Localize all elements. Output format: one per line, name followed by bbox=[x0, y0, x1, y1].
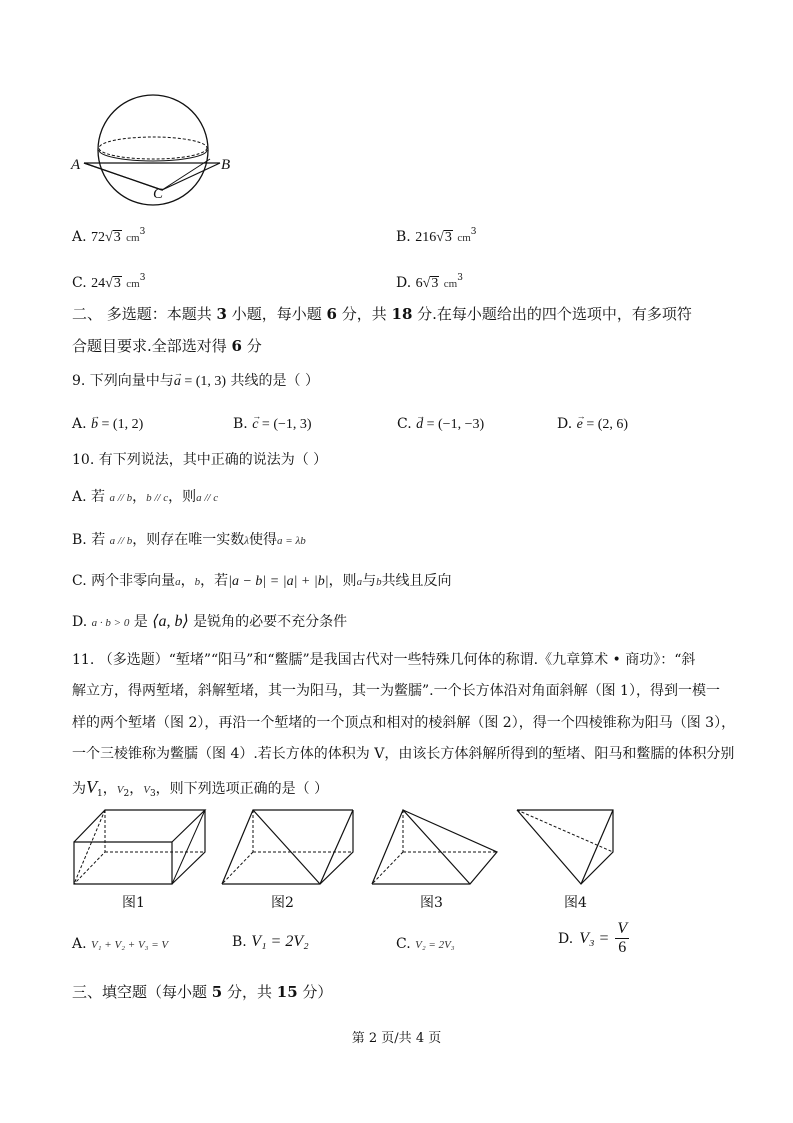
q11-line-3: 样的两个堑堵（图 2），再沿一个堑堵的一个顶点和相对的棱斜解（图 2），得一个四棱锥称为阳马（图 3）， bbox=[72, 715, 736, 731]
q8-option-b[interactable]: B. 216√3 $cm^3$ bbox=[396, 227, 477, 245]
q9-option-a[interactable]: A. → b = (1, 2) bbox=[72, 414, 143, 435]
q9-option-d[interactable]: D. → e = (2, 6) bbox=[557, 414, 628, 435]
q9-option-b[interactable]: B. → c = (−1, 3) bbox=[233, 414, 312, 435]
figure-3-caption: 图3 bbox=[420, 895, 443, 911]
q9-stem: 9. 下列向量中与→ a = (1, 3) 共线的是（ ） bbox=[72, 371, 319, 392]
q11-option-d[interactable]: D. V₃ = $\frac{V}{6}$ bbox=[558, 920, 628, 956]
figure-2-qiandu bbox=[220, 805, 360, 890]
figure-2-caption: 图2 bbox=[271, 895, 294, 911]
fraction: $\frac{V}{6}$ bbox=[617, 920, 628, 956]
q10-option-a[interactable]: A. 若 a // b，b // c，则a // c bbox=[72, 489, 219, 505]
q11-line-1: 11. （多选题）“堑堵”“阳马”和“鳖臑”是我国古代对一些特殊几何体的称谓.《九章算术 • 商功》：“斜 bbox=[72, 652, 696, 668]
q9-option-c[interactable]: C. → d = (−1, −3) bbox=[397, 414, 484, 435]
label-B: B bbox=[221, 157, 231, 173]
figure-4-bienao bbox=[515, 805, 625, 890]
q11-option-b[interactable]: B. V₁ = 2V₂ bbox=[232, 933, 309, 950]
figure-1-caption: 图1 bbox=[122, 895, 145, 911]
section3-heading: 三、填空题（每小题 5 分，共 15 分） bbox=[72, 983, 333, 1001]
section2-heading-line1: 二、 多选题：本题共 3 小题，每小题 6 分，共 18 分.在每小题给出的四个选项中，有多项符 bbox=[72, 305, 692, 323]
q10-stem: 10. 有下列说法，其中正确的说法为（ ） bbox=[72, 452, 328, 468]
figure-4-caption: 图4 bbox=[564, 895, 587, 911]
q11-line-5: 为$V_1$，$V_2$，$V_3$，则下列选项正确的是（ ） bbox=[72, 777, 329, 799]
label-A: A bbox=[71, 157, 81, 173]
figure-1-cuboid bbox=[72, 805, 212, 890]
q10-option-d[interactable]: D. a · b > 0 是 ⟨a, b⟩ 是锐角的必要不充分条件 bbox=[72, 613, 348, 630]
figure-3-yangma bbox=[370, 805, 510, 890]
page-footer: 第 2 页/共 4 页 bbox=[351, 1031, 442, 1046]
q8-option-d[interactable]: D. 6√3 $cm^3$ bbox=[396, 273, 463, 291]
q8-option-a[interactable]: A. 72√3 $cm^3$ bbox=[72, 227, 146, 245]
q10-option-c[interactable]: C. 两个非零向量a，b，若|a − b| = |a| + |b|，则a与b共线且反向 bbox=[72, 573, 452, 589]
label-C: C bbox=[153, 186, 164, 202]
q11-option-c[interactable]: C. V₂ = 2V₃ bbox=[396, 936, 455, 952]
q11-line-4: 一个三棱锥称为鳖臑（图 4）.若长方体的体积为 V，由该长方体斜解所得到的堑堵、阳马和鳖臑的体积分别 bbox=[72, 746, 735, 762]
q10-option-b[interactable]: B. 若 a // b，则存在唯一实数λ使得a = λb bbox=[72, 532, 306, 548]
q11-option-a[interactable]: A. V₁ + V₂ + V₃ = V bbox=[72, 936, 169, 952]
section2-heading-line2: 合题目要求.全部选对得 6 分 bbox=[72, 337, 262, 355]
q8-option-c[interactable]: C. 24√3 $cm^3$ bbox=[72, 273, 146, 291]
q11-line-2: 解立方，得两堑堵，斜解堑堵，其一为阳马，其一为鳖臑”.一个长方体沿对角面斜解（图 1），得到一模一 bbox=[72, 683, 720, 699]
